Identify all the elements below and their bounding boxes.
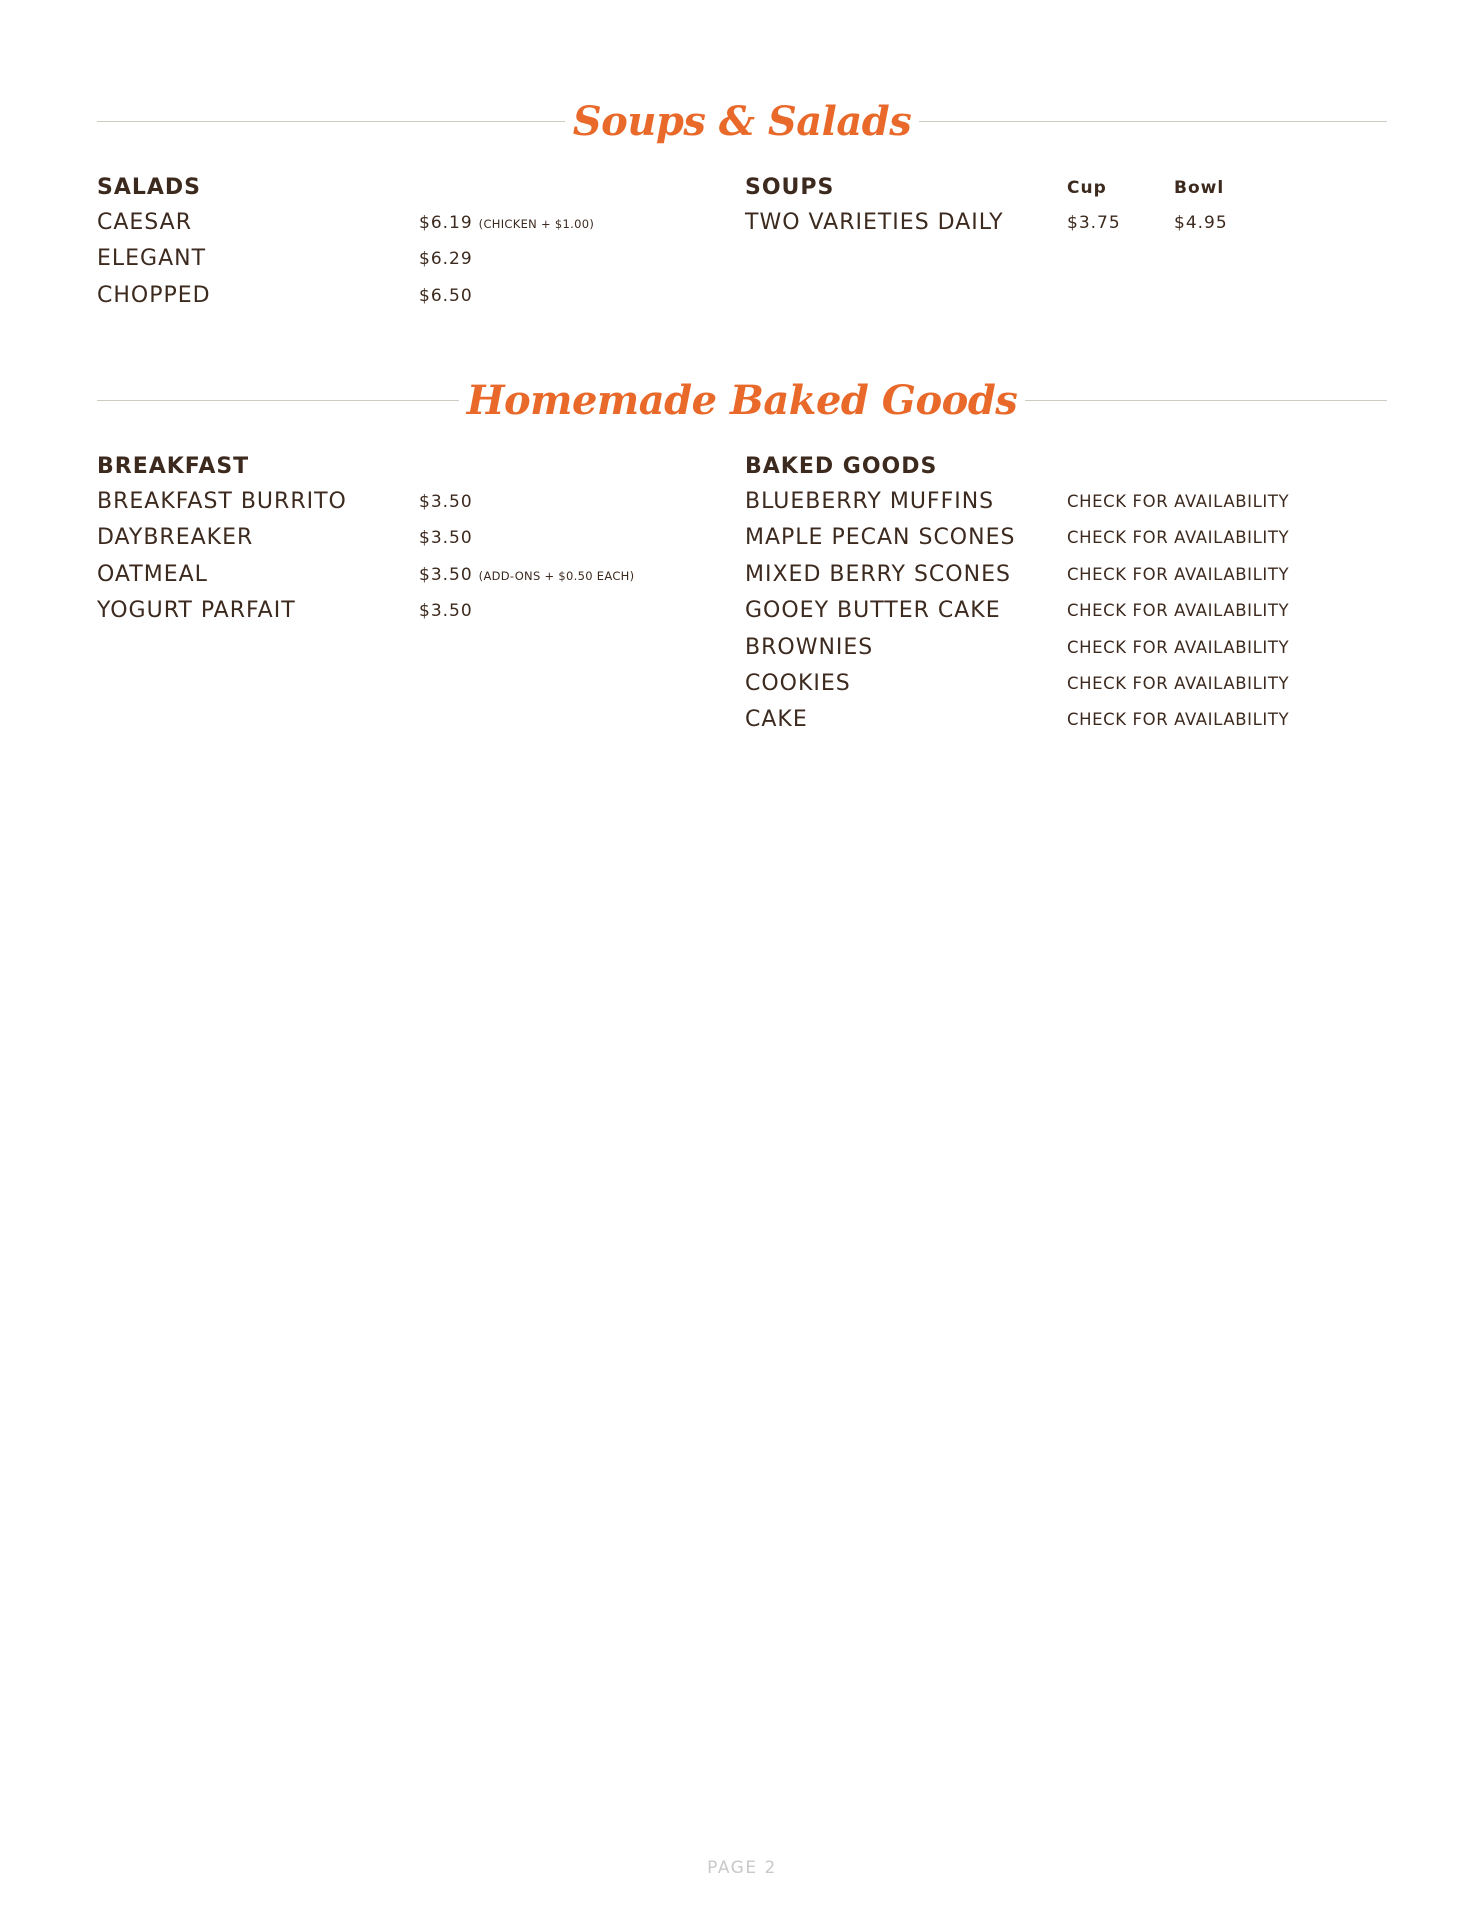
salads-group	[97, 171, 657, 314]
item-price: $3.50	[419, 492, 473, 512]
item-name: BREAKFAST BURRITO	[97, 489, 347, 514]
divider-rule	[1025, 400, 1387, 401]
divider-rule	[97, 121, 565, 122]
item-price-bowl: $4.95	[1174, 213, 1228, 233]
soups-group	[745, 171, 1385, 241]
section-heading: Soups & Salads	[572, 98, 912, 145]
baked-goods-group	[745, 450, 1385, 739]
category-heading-text: SOUPS	[745, 175, 835, 200]
availability-status: CHECK FOR AVAILABILITY	[1067, 673, 1290, 693]
menu-item	[745, 520, 1385, 556]
availability-status: CHECK FOR AVAILABILITY	[1067, 528, 1290, 548]
item-name: CHOPPED	[97, 282, 211, 308]
breakfast-group	[97, 450, 657, 630]
item-name: ELEGANT	[97, 246, 207, 272]
item-price: $6.29	[419, 249, 473, 270]
menu-item	[97, 520, 657, 556]
item-name: DAYBREAKER	[97, 525, 254, 551]
item-price-cup: $3.75	[1067, 213, 1121, 233]
menu-item	[745, 630, 1385, 666]
section-title-baked-goods	[97, 377, 1387, 424]
availability-status: CHECK FOR AVAILABILITY	[1067, 710, 1290, 730]
item-name: COOKIES	[745, 670, 851, 696]
item-name: MAPLE PECAN SCONES	[745, 525, 1016, 551]
item-price: $3.50	[419, 528, 473, 549]
menu-item	[745, 205, 1385, 241]
section-title-soups-salads	[97, 98, 1387, 145]
divider-rule	[919, 121, 1387, 122]
item-name: CAESAR	[97, 210, 193, 235]
item-note: (CHICKEN + $1.00)	[478, 217, 595, 231]
menu-item	[745, 666, 1385, 702]
availability-status: CHECK FOR AVAILABILITY	[1067, 492, 1290, 511]
column-heading-cup: Cup	[1067, 178, 1107, 198]
item-name: CAKE	[745, 707, 808, 733]
item-name: BLUEBERRY MUFFINS	[745, 489, 995, 514]
item-name: BROWNIES	[745, 634, 874, 660]
menu-item	[745, 484, 1385, 520]
menu-item	[745, 593, 1385, 629]
item-name: TWO VARIETIES DAILY	[745, 210, 1004, 235]
divider-rule	[97, 400, 459, 401]
availability-status: CHECK FOR AVAILABILITY	[1067, 601, 1290, 621]
category-heading-salads: SALADS	[97, 175, 202, 200]
availability-status: CHECK FOR AVAILABILITY	[1067, 637, 1290, 657]
item-price: $6.19	[419, 213, 473, 233]
item-price: $3.50	[419, 601, 473, 622]
menu-item	[97, 593, 657, 629]
category-heading-breakfast: BREAKFAST	[97, 454, 250, 479]
item-name: YOGURT PARFAIT	[97, 598, 296, 624]
menu-item	[97, 278, 657, 314]
availability-status: CHECK FOR AVAILABILITY	[1067, 564, 1290, 584]
item-note: (ADD-ONS + $0.50 EACH)	[478, 568, 635, 583]
item-name: GOOEY BUTTER CAKE	[745, 598, 1001, 624]
menu-item	[745, 557, 1385, 593]
item-price: $3.50	[419, 564, 473, 585]
menu-item	[97, 484, 657, 520]
category-heading-soups	[745, 171, 1385, 205]
item-price-wrap	[419, 205, 594, 242]
item-name: OATMEAL	[97, 561, 208, 587]
category-heading-baked-goods: BAKED GOODS	[745, 454, 938, 479]
menu-item	[745, 702, 1385, 738]
menu-item	[97, 557, 657, 593]
menu-item	[97, 241, 657, 277]
item-price-wrap	[419, 557, 634, 594]
item-name: MIXED BERRY SCONES	[745, 561, 1011, 587]
section-heading: Homemade Baked Goods	[466, 377, 1018, 424]
column-heading-bowl: Bowl	[1174, 178, 1225, 198]
menu-item	[97, 205, 657, 241]
page-number: PAGE 2	[707, 1858, 777, 1878]
item-price: $6.50	[419, 285, 473, 306]
